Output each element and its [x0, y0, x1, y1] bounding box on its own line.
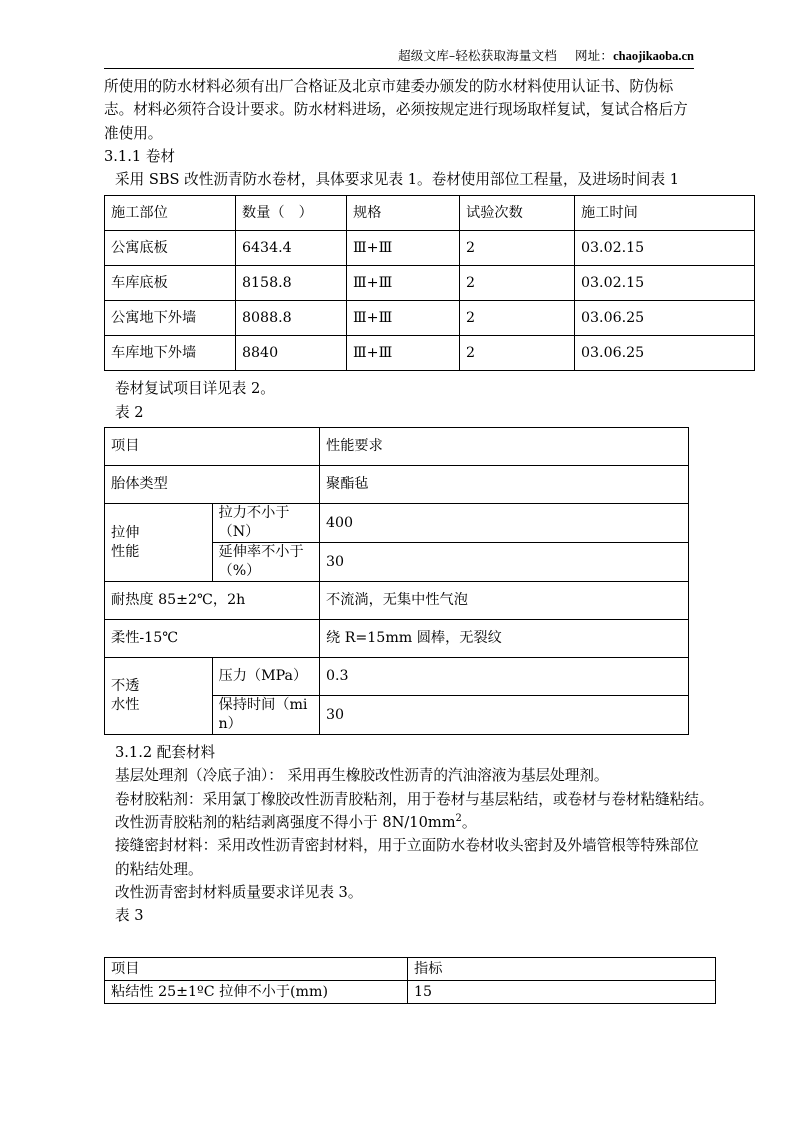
table-header-row: [105, 196, 755, 231]
th-date: 施工时间: [575, 196, 755, 231]
intro-paragraph: [104, 75, 694, 191]
cell-date: 03.06.25: [575, 301, 755, 336]
intro-line-3: 准使用。: [104, 124, 163, 142]
cell-subitem: 保持时间（min）: [212, 696, 320, 735]
table-row: [105, 466, 689, 504]
header-site-name: 超级文库–轻松获取海量文档: [398, 48, 557, 63]
table-row: [105, 658, 689, 696]
cell-value: 15: [408, 981, 716, 1004]
peel-strength-period: 。: [461, 813, 477, 831]
cell-item: 胎体类型: [105, 466, 320, 504]
cell-site: 公寓地下外墙: [105, 301, 236, 336]
group-line-2: 水性: [111, 697, 140, 714]
cell-value: 400: [320, 504, 689, 543]
cell-value: 不流淌，无集中性气泡: [320, 582, 689, 620]
intro-line-1: 所使用的防水材料必须有出厂合格证及北京市建委办颁发的防水材料使用认证书、防伪标: [104, 78, 674, 95]
th-requirement: 性能要求: [320, 428, 689, 466]
section-heading-3-1-2: 3.1.2 配套材料: [115, 744, 216, 762]
table-row: [105, 231, 755, 266]
th-index: 指标: [408, 958, 716, 981]
th-item: 项目: [105, 958, 408, 981]
group-line-2: 性能: [111, 543, 140, 560]
th-spec: 规格: [347, 196, 460, 231]
th-quantity-prefix: 数量（: [242, 204, 285, 221]
table-2-intro: [104, 377, 694, 424]
cell-spec: Ⅲ+Ⅲ: [347, 301, 460, 336]
group-line-1: 拉伸: [111, 524, 140, 541]
cell-tests: 2: [460, 266, 575, 301]
cell-spec: Ⅲ+Ⅲ: [347, 266, 460, 301]
th-item: 项目: [105, 428, 320, 466]
sealant-quality-table: [104, 957, 716, 1004]
table-row: [105, 504, 689, 543]
th-tests: 试验次数: [460, 196, 575, 231]
cell-item: 耐热度 85±2℃，2h: [105, 582, 320, 620]
adhesive-paragraph-line-1: 卷材胶粘剂：采用氯丁橡胶改性沥青胶粘剂，用于卷材与基层粘结，或卷材与卷材粘缝粘结。: [115, 790, 714, 808]
cell-quantity: 8840: [236, 336, 347, 371]
page-content: [104, 0, 714, 927]
intro-text: [104, 75, 694, 145]
header-divider: [104, 68, 694, 69]
th-quantity: [236, 196, 347, 231]
table-row: [105, 981, 716, 1004]
peel-strength-text: 改性沥青胶粘剂的粘结剥离强度不得小于 8N/10mm: [115, 813, 456, 831]
cell-value: 30: [320, 696, 689, 735]
table-header-row: [105, 958, 716, 981]
table-2-wrapper: [104, 427, 694, 735]
sealant-paragraph-line-1: 接缝密封材料：采用改性沥青密封材料，用于立面防水卷材收头密封及外墙管根等特殊部位: [115, 837, 699, 855]
table-row: [105, 582, 689, 620]
cell-item: 柔性-15℃: [105, 620, 320, 658]
running-header: [104, 0, 694, 64]
cell-value: 30: [320, 543, 689, 582]
table-2-lead: 卷材复试项目详见表 2。: [115, 380, 275, 398]
membrane-retest-table: [104, 427, 689, 735]
cell-quantity: 8088.8: [236, 301, 347, 336]
cell-site: 车库底板: [105, 266, 236, 301]
cell-site: 车库地下外墙: [105, 336, 236, 371]
th-site: 施工部位: [105, 196, 236, 231]
cell-quantity: 8158.8: [236, 266, 347, 301]
table-row: [105, 620, 689, 658]
table-3-wrapper: [104, 957, 694, 1004]
section-311-lead: 采用 SBS 改性沥青防水卷材，具体要求见表 1。卷材使用部位工程量，及进场时间表 1: [115, 171, 680, 189]
cell-subitem: 拉力不小于（N）: [212, 504, 320, 543]
cell-tests: 2: [460, 301, 575, 336]
header-url: chaojikaoba.cn: [613, 49, 694, 63]
table-row: [105, 266, 755, 301]
table-1-wrapper: [104, 195, 694, 371]
cell-spec: Ⅲ+Ⅲ: [347, 336, 460, 371]
cell-site: 公寓底板: [105, 231, 236, 266]
header-url-label: 网址：: [574, 48, 614, 63]
cell-date: 03.06.25: [575, 336, 755, 371]
table-3-lead: 改性沥青密封材料质量要求详见表 3。: [115, 883, 363, 901]
cell-date: 03.02.15: [575, 266, 755, 301]
table-header-row: [105, 428, 689, 466]
cell-quantity: 6434.4: [236, 231, 347, 266]
table-row: [105, 336, 755, 371]
cell-group-impermeability: [105, 658, 213, 735]
table-2-caption: 表 2: [115, 403, 144, 421]
sealant-paragraph-line-2: 的粘结处理。: [115, 860, 203, 878]
th-quantity-suffix: ）: [298, 204, 313, 221]
cell-tests: 2: [460, 231, 575, 266]
primer-paragraph: 基层处理剂（冷底子油）： 采用再生橡胶改性沥青的汽油溶液为基层处理剂。: [115, 767, 609, 785]
group-line-1: 不透: [111, 678, 140, 695]
cell-value: 聚酯毡: [320, 466, 689, 504]
cell-date: 03.02.15: [575, 231, 755, 266]
cell-value: 绕 R=15mm 圆棒，无裂纹: [320, 620, 689, 658]
table-3-caption: 表 3: [115, 907, 144, 925]
adhesive-paragraph-line-2: [104, 811, 694, 834]
superscript-square: 2: [455, 813, 462, 825]
intro-line-2: 志。材料必须符合设计要求。防水材料进场，必须按规定进行现场取样复试，复试合格后方: [104, 101, 688, 119]
table-row: [105, 301, 755, 336]
cell-item: 粘结性 25±1ºC 拉伸不小于(mm): [105, 981, 408, 1004]
cell-group-tensile: [105, 504, 213, 582]
section-3-1-2: [104, 741, 714, 927]
construction-volume-table: [104, 195, 755, 371]
cell-value: 0.3: [320, 658, 689, 696]
cell-subitem: 压力（MPa）: [212, 658, 320, 696]
section-heading-3-1-1: 3.1.1 卷材: [104, 147, 175, 165]
cell-tests: 2: [460, 336, 575, 371]
cell-subitem: 延伸率不小于（%）: [212, 543, 320, 582]
cell-spec: Ⅲ+Ⅲ: [347, 231, 460, 266]
